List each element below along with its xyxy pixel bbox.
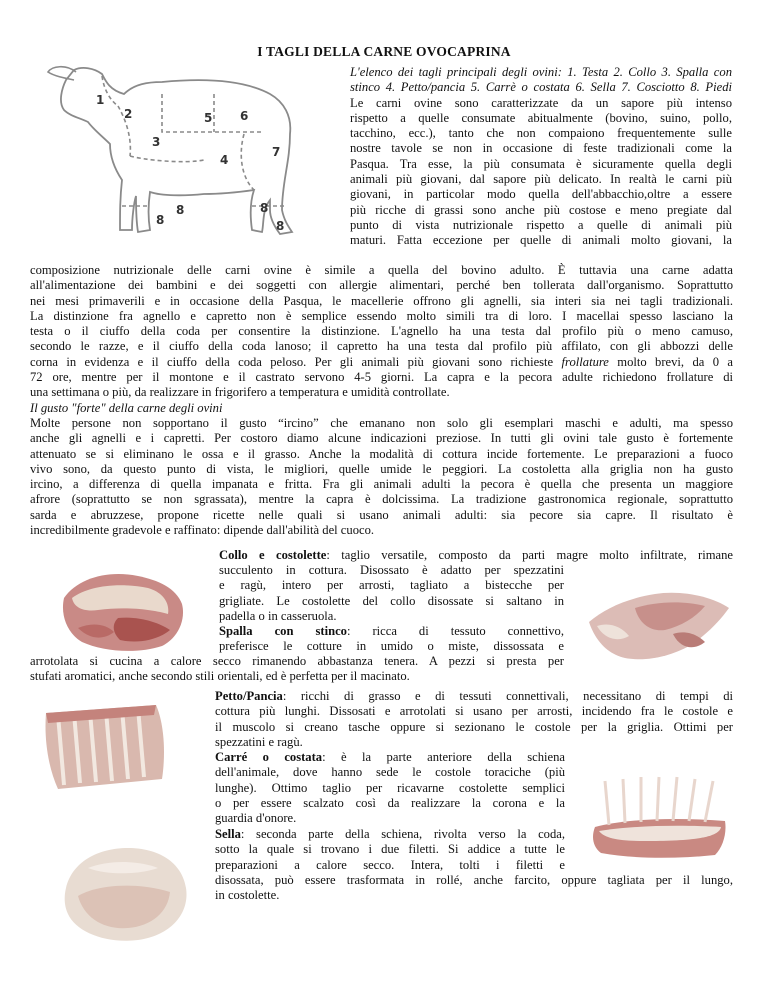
intro-line-frollature: corna in evidenza e il ciuffo della coda peloso. Per gli animali più giovani sono richieste frollature molto brevi, da 0 a: [30, 354, 733, 369]
petto-line: spezzatini e ragù.: [215, 734, 303, 749]
diagram-caption-line: stinco 4. Petto/pancia 5. Carrè o costata 6. Sella 7. Cosciotto 8. Piedi: [350, 80, 732, 95]
carre-first-line: Carré o costata: è la parte anteriore della schiena: [215, 750, 565, 764]
intro-line: maturi. Fatta eccezione per quelle di animali molto giovani, la: [350, 233, 732, 248]
sella-body-wide: [215, 873, 733, 904]
intro-line: giovani, in particolar modo quella dell'abbacchio,oltre a essere: [350, 187, 732, 202]
gusto-line: anche gli agnelli e i capretti. Per costoro diamo alcune indicazioni preziose. In tutti gli ovini tale gusto è fortemente: [30, 431, 733, 446]
spalla-photo: [585, 578, 735, 668]
cut-label-4: 4: [220, 153, 229, 167]
carre-photo: [585, 767, 735, 867]
cut-label-1: 1: [96, 93, 105, 107]
petto-heading: Petto/Pancia: [215, 689, 283, 703]
sella-heading: Sella: [215, 827, 241, 841]
spalla-body: [219, 639, 564, 654]
intro-line: nostre tavole se non in occasione di feste tradizionali come la: [350, 141, 732, 156]
collo-heading: Collo e costolette: [219, 548, 327, 562]
collo-section: [219, 548, 733, 563]
spalla-section: [219, 624, 564, 639]
cut-label-5: 5: [204, 111, 213, 125]
carre-line: lunghe). Ottimo taglio per ricavarne costolette semplici: [215, 780, 565, 795]
cut-label-2: 2: [124, 107, 133, 121]
sella-line: preparazioni a calore secco. Intera, tolti i filetti e: [215, 857, 565, 872]
gusto-line: afrore (soprattutto se non sgrassata), mentre la capra è dolcissima. La tradizione gastronomica regionale, soprattutto: [30, 492, 733, 507]
intro-line: Le carni ovine sono caratterizzate da un sapore più intenso: [350, 95, 732, 110]
spalla-line: preferisce le cotture in umido o miste, dissossata e: [219, 639, 564, 653]
intro-line: all'alimentazione dei bambini e dei soggetti con allergie alimentari, perché ben tollerata dall'organismo. Soprattutto: [30, 278, 733, 293]
sella-line: sotto la quale si trovano i due filetti. Si addice a tutte le: [215, 842, 565, 857]
petto-section: [215, 689, 733, 750]
cut-label-7: 7: [272, 145, 281, 159]
sella-line: disossata, può essere trasformata in rollé, anche farcito, oppure tagliata per il lungo,: [215, 873, 733, 887]
petto-line: il muscolo si creano tasche oppure si sezionano le costole per la griglia. Ottimi per: [215, 719, 733, 734]
collo-line: padella o in casseruola.: [219, 608, 337, 623]
cut-label-8a: 8: [176, 203, 185, 217]
petto-line: cottura più lunghi. Dissosati e arrotolati si usano per arrosti, incidendo fra le costole e: [215, 704, 733, 719]
collo-line: succulento in cottura. Disossato è adatto per spezzatini: [219, 563, 564, 577]
intro-right-column: [350, 65, 732, 249]
sella-section: [215, 827, 565, 873]
intro-line: La distinzione fra agnello e capretto non è semplice essendo molto simili tra di loro. I macellai spesso lasciano la: [30, 308, 733, 323]
petto-photo: [38, 693, 178, 798]
sella-photo: [58, 838, 193, 948]
carre-line: dell'animale, dove hanno sede le costole toraciche (più: [215, 765, 565, 780]
intro-line: testa o il ciuffo della coda per consentire la distinzione. L'agnello ha una testa dal profilo più o meno camuso,: [30, 324, 733, 339]
gusto-line: sarda e abruzzese, propone ricette nelle quali si usano animali adulti: sia pecore sia capre. Il risultato è: [30, 507, 733, 522]
collo-line: grigliate. Le costolette del collo disossate si saltano in: [219, 593, 564, 608]
sheep-cuts-diagram: [44, 60, 316, 250]
spalla-first-line: Spalla con stinco: ricca di tessuto connettivo,: [219, 624, 564, 638]
intro-full-width: [30, 263, 733, 538]
intro-line: composizione nutrizionale delle carni ovine è simile a quella del bovino adulto. È tuttavia una carne adatta: [30, 263, 733, 277]
cut-label-8d: 8: [276, 219, 285, 233]
intro-line: 72 ore, mentre per il montone e il castrato servono 4-5 giorni. La capra e la pecora adulte richiedono frollature di: [30, 370, 733, 385]
intro-line: tacchino, ecc.), tanto che non compaiono frequentemente sulle: [350, 126, 732, 141]
cut-label-6: 6: [240, 109, 249, 123]
carre-line: o per essere scalzato così da realizzare la corona e la: [215, 795, 565, 810]
sella-line: in costolette.: [215, 888, 280, 903]
intro-line: rispetto a quelle consumate abitualmente (bovino, suino, pollo,: [350, 110, 732, 125]
gusto-line: attenuato se si eliminano le ossa e il grasso. Anche la modalità di cottura incide fortemente. Le preparazioni a fuoco: [30, 446, 733, 461]
cut-label-8c: 8: [260, 201, 269, 215]
petto-first-line: Petto/Pancia: ricchi di grasso e di tessuti connettivali, necessitano di tempi di: [215, 689, 733, 703]
collo-body: [219, 563, 564, 624]
cut-label-3: 3: [152, 135, 161, 149]
page-title: I TAGLI DELLA CARNE OVOCAPRINA: [257, 44, 511, 59]
frollature-term: frollature: [561, 354, 609, 369]
intro-line: nei mesi primaverili e in occasione della Pasqua, le macellerie offrono gli agnelli, sia interi sia nei tagli tradizionali.: [30, 293, 733, 308]
diagram-caption-line: L'elenco dei tagli principali degli ovini: 1. Testa 2. Collo 3. Spalla con: [350, 65, 732, 79]
intro-line: animali più giovani, dal sapore più delicato. In realtà le carni più: [350, 172, 732, 187]
intro-line: Pasqua. Tra esse, la più consumata è sicuramente quella degli: [350, 156, 732, 171]
gusto-line: ircino, a differenza di quella impanata e fritta. Fra gli animali adulti la pecora è quella che presenta un maggiore: [30, 477, 733, 492]
cut-label-8b: 8: [156, 213, 165, 227]
collo-line: e ragù, intero per arrosti, tagliato a bistecche per: [219, 578, 564, 593]
intro-line: una settimana o più, da realizzare in frigorifero a temperatura e umidità controllate.: [30, 385, 450, 400]
spalla-line: stufati aromatici, anche secondo stili orientali, ed è perfetta per il macinato.: [30, 669, 410, 684]
spalla-line: arrotolata si cucina a calore secco rimanendo abbastanza tenera. A pezzi si presta per: [30, 654, 564, 668]
intro-line: secondo le razze, e il ciuffo della coda lanoso; il capretto ha una testa dal profilo più affilato, con gli abbozzi delle: [30, 339, 733, 354]
gusto-line: Molte persone non sopportano il gusto “ircino” che emanano non solo gli esemplari maschi e adulti, ma spesso: [30, 415, 733, 430]
carre-line: guardia d'onore.: [215, 811, 297, 826]
spalla-body-wide: [30, 654, 564, 685]
gusto-line: incredibilmente gradevole e raffinato: dipende dall'abilità del cuoco.: [30, 523, 375, 538]
sella-first-line: Sella: seconda parte della schiena, rivolta verso la coda,: [215, 827, 565, 841]
carre-section: [215, 750, 565, 826]
intro-line: più ricche di grassi sono anche più costose e meno pregiate dal: [350, 202, 732, 217]
carre-heading: Carré o costata: [215, 750, 323, 764]
spalla-heading: Spalla con stinco: [219, 624, 347, 638]
section-heading: Il gusto "forte" della carne degli ovini: [30, 400, 223, 415]
collo-photo: [58, 558, 188, 658]
collo-first-line: Collo e costolette: taglio versatile, composto da parti magre molto infiltrate, rimane: [219, 548, 733, 562]
intro-line: punto di vista nutrizionale rispetto a quelle di animali più: [350, 217, 732, 232]
gusto-line: vivo sono, da questo punto di vista, le migliori, quelle umide le peggiori. La costoletta alla griglia non ha gusto: [30, 461, 733, 476]
